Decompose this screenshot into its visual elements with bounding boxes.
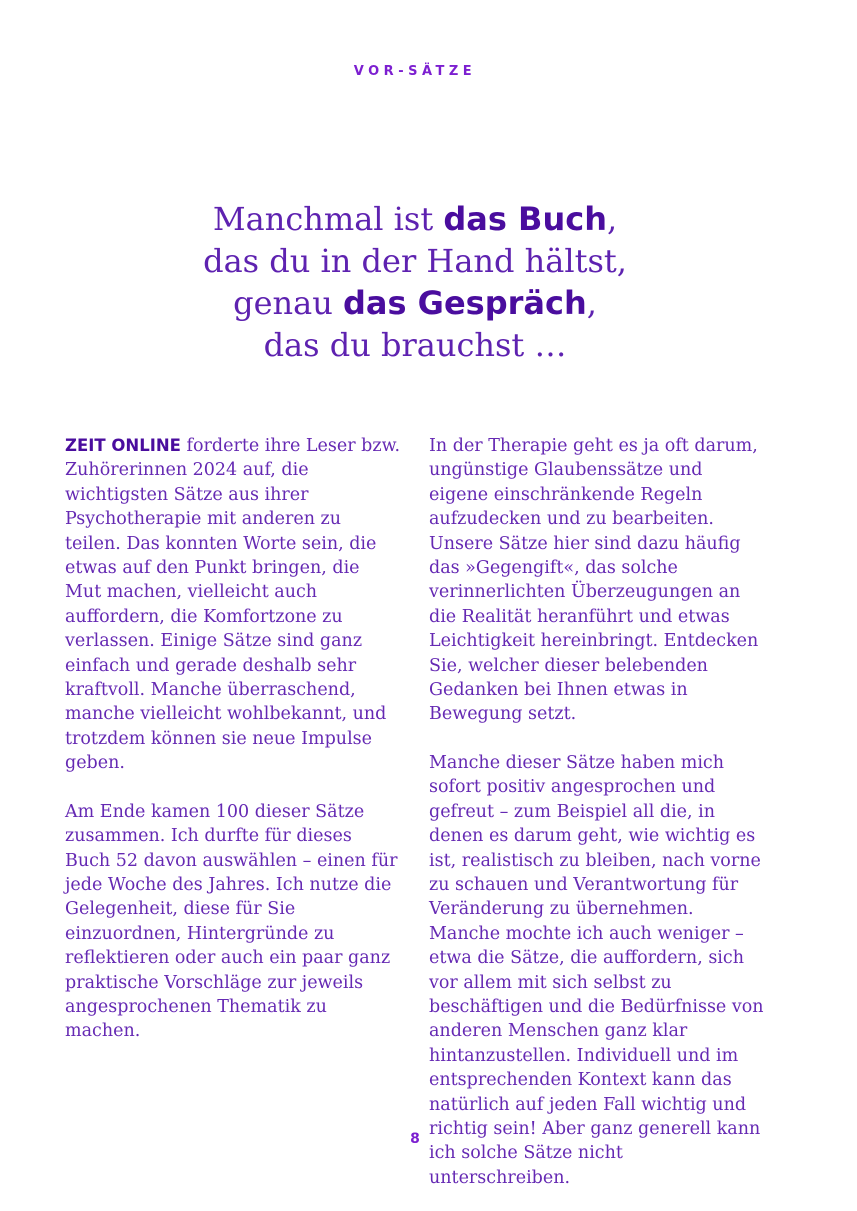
page-number: 8 xyxy=(410,1131,420,1147)
title-line-1-bold: das Buch xyxy=(443,200,607,238)
title-line-4: das du brauchst … xyxy=(263,326,567,364)
title-line-2: das du in der Hand hältst, xyxy=(203,242,627,280)
right-paragraph-1: In der Therapie geht es ja oft darum, ungünstige Glaubenssätze und eigene einschränkende Regeln aufzudecken und zu bearbeiten. Unsere Sätze hier sind dazu häufig das »Gegengift«, das solche verinnerlichten Überzeugungen an die Realität heranführt und etwas Leichtigkeit hereinbringt. Entdecken Sie, welcher dieser belebenden Gedanken bei Ihnen etwas in Bewegung setzt. xyxy=(429,436,759,725)
left-paragraph-1 xyxy=(65,434,401,776)
title-line-1-pre: Manchmal ist xyxy=(212,200,444,238)
title-line-1-post: , xyxy=(606,200,618,238)
zeit-online-lead: ZEIT ONLINE xyxy=(65,436,181,455)
left-column xyxy=(65,434,401,1211)
title-line-3-bold: das Gespräch xyxy=(342,284,587,322)
title-line-3-post: , xyxy=(586,284,597,322)
left-paragraph-1-text: forderte ihre Leser bzw. Zuhörerinnen 2024 auf, die wichtigsten Sätze aus ihrer Psychotherapie mit anderen zu teilen. Das konnten Worte sein, die etwas auf den Punkt bringen, die Mut machen, vielleicht auch auffordern, die Komfortzone zu verlassen. Einige Sätze sind ganz einfach und gerade deshalb sehr kraftvoll. Manche überraschend, manche vielleicht wohlbekannt, und trotzdem können sie neue Impulse geben. xyxy=(65,436,401,774)
title-line-3-pre: genau xyxy=(233,284,343,322)
running-header: VOR-SÄTZE xyxy=(353,64,477,79)
right-paragraph-2: Manche dieser Sätze haben mich sofort positiv angesprochen und gefreut – zum Beispiel all die, in denen es darum geht, wie wichtig es ist, realistisch zu bleiben, nach vorne zu schauen und Verantwortung für Veränderung zu übernehmen. Manche mochte ich auch weniger – etwa die Sätze, die auffordern, sich vor allem mit sich selbst zu beschäftigen und die Bedürfnisse von anderen Menschen ganz klar hintanzustellen. Individuell und im entsprechenden Kontext kann das natürlich auf jeden Fall wichtig und richtig sein! Aber ganz generell kann ich solche Sätze nicht unterschreiben. xyxy=(429,752,764,1188)
two-column-text-block xyxy=(65,434,765,1211)
left-paragraph-2: Am Ende kamen 100 dieser Sätze zusammen. Ich durfte für dieses Buch 52 davon auswählen – einen für jede Woche des Jahres. Ich nutze die Gelegenheit, diese für Sie einzuordnen, Hintergründe zu reflektieren oder auch ein paar ganz praktische Vorschläge zur jeweils angesprochenen Thematik zu machen. xyxy=(65,801,398,1042)
title-line-3 xyxy=(29,282,801,324)
right-column xyxy=(429,434,765,1211)
title-line-1 xyxy=(29,198,801,240)
page-title xyxy=(29,198,801,366)
